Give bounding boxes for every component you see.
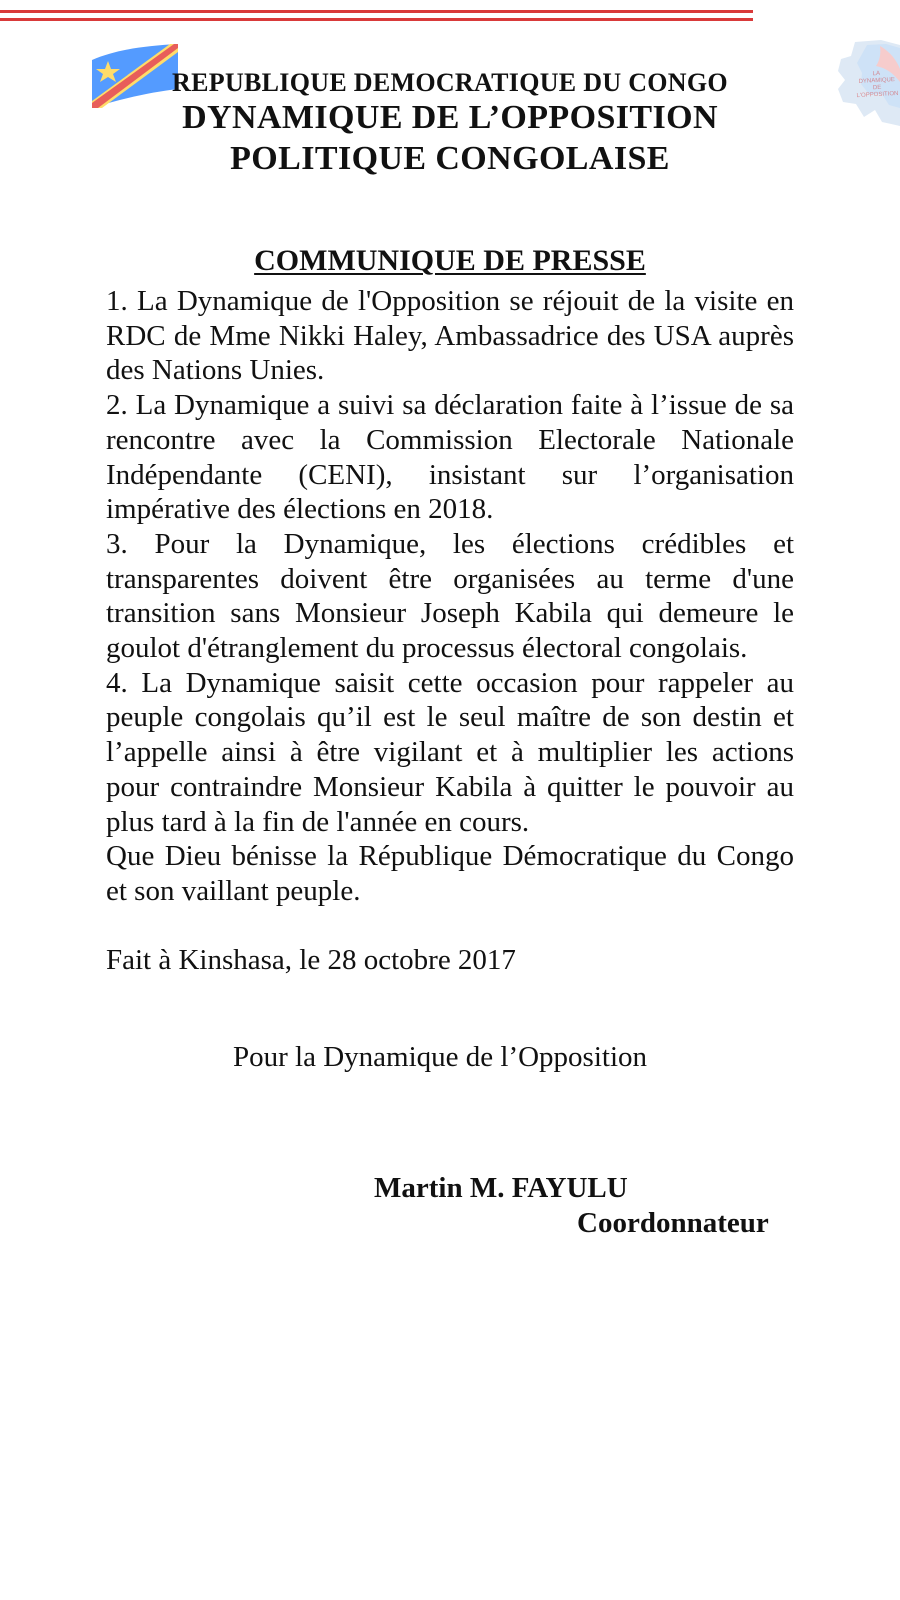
press-release-body (106, 284, 794, 909)
header-rule-top (0, 10, 753, 13)
closing-blessing: Que Dieu bénisse la République Démocratique du Congo et son vaillant peuple. (106, 840, 794, 907)
paragraph-2: 2. La Dynamique a suivi sa déclaration faite à l’issue de sa rencontre avec la Commission Electorale Nationale Indépendante (CENI), insistant sur l’organisation impérative des élections en 2018. (106, 389, 794, 526)
for-line: Pour la Dynamique de l’Opposition (233, 1041, 648, 1073)
country-title: REPUBLIQUE DEMOCRATIQUE DU CONGO (172, 68, 728, 97)
signer-name: Martin M. FAYULU (374, 1172, 628, 1204)
header-rule-bottom (0, 18, 753, 21)
paragraph-1: 1. La Dynamique de l'Opposition se réjouit de la visite en RDC de Mme Nikki Haley, Ambassadrice des USA auprès des Nations Unies. (106, 285, 794, 387)
right-emblem-text: LA DYNAMIQUE DE L'OPPOSITION (856, 70, 899, 100)
organization-title-line-2: POLITIQUE CONGOLAISE (230, 140, 670, 177)
signer-title: Coordonnateur (577, 1207, 769, 1239)
paragraph-3: 3. Pour la Dynamique, les élections crédibles et transparentes doivent être organisées au terme d'une transition sans Monsieur Joseph Kabila qui demeure le goulot d'étranglement du processus électoral congolais. (106, 527, 794, 665)
organization-title-line-1: DYNAMIQUE DE L’OPPOSITION (182, 99, 718, 136)
press-release-title: COMMUNIQUE DE PRESSE (254, 244, 646, 277)
date-line: Fait à Kinshasa, le 28 octobre 2017 (106, 944, 516, 976)
paragraph-4: 4. La Dynamique saisit cette occasion pour rappeler au peuple congolais qu’il est le seul maître de son destin et l’appelle ainsi à être vigilant et à multiplier les actions pour contraindre Monsieur Kabila à quitter le pouvoir au plus tard à la fin de l'année en cours. (106, 666, 794, 838)
